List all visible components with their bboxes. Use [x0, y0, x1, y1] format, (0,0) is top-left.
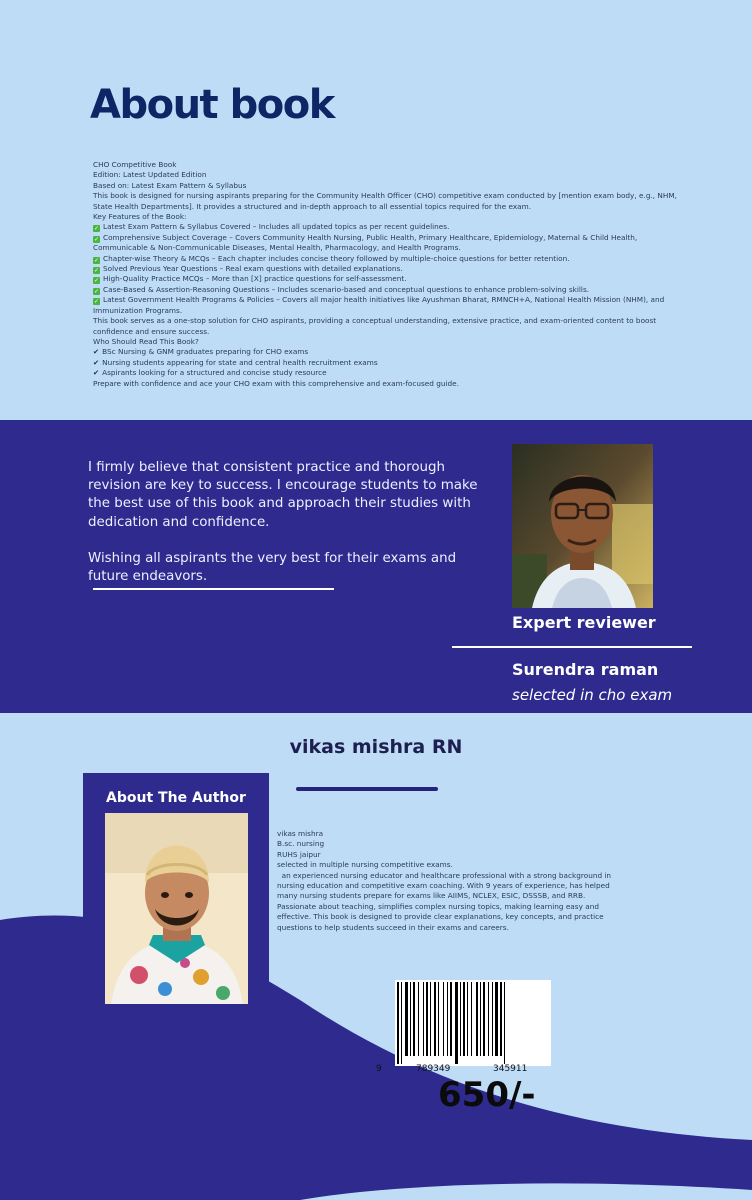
check-mark-icon: ✔ — [93, 347, 100, 357]
check-mark-icon: ✔ — [93, 357, 100, 367]
syllabus-line: Based on: Latest Exam Pattern & Syllabus — [93, 180, 247, 190]
audience-item: ✔ Aspirants looking for a structured and concise study resource — [93, 368, 327, 378]
check-mark-icon: ✔ — [93, 368, 100, 378]
bio-line: RUHS jaipur — [277, 849, 321, 859]
reviewer-quote — [88, 459, 488, 604]
about-book-description — [93, 160, 693, 389]
isbn-left-group: 789349 — [416, 1064, 451, 1074]
bio-line: vikas mishra — [277, 829, 324, 838]
book-summary: This book serves as a one-stop solution for CHO aspirants, providing a conceptual understanding, extensive practice, and exam-oriented content to boost confidence and ensure success. — [93, 316, 657, 336]
feature-item: ✓ Comprehensive Subject Coverage – Covers Community Health Nursing, Public Health, Primary Healthcare, Epidemiology, Maternal & Child Health, Communicable & Non-Communicable Diseases, Mental Health, Pharmacology, and Health Programs. — [93, 232, 638, 253]
feature-item: ✓ Latest Government Health Programs & Policies – Covers all major health initiatives like Ayushman Bharat, RMNCH+A, National Health Mission (NHM), and Immunization Programs. — [93, 295, 665, 315]
author-name: vikas mishra RN — [289, 736, 463, 758]
reviewer-name: Surendra raman — [512, 660, 659, 679]
reviewer-role: Expert reviewer — [512, 613, 656, 632]
feature-item: ✓ Chapter-wise Theory & MCQs – Each chapter includes concise theory followed by multiple-choice questions for better retention. — [93, 253, 570, 264]
author-name-divider — [296, 787, 438, 791]
audience-item: ✔ Nursing students appearing for state and central health recruitment exams — [93, 357, 378, 367]
features-heading: Key Features of the Book: — [93, 212, 187, 222]
check-box-icon: ✓ — [93, 225, 100, 233]
check-box-icon: ✓ — [93, 267, 100, 275]
book-name-line: CHO Competitive Book — [93, 160, 177, 169]
author-photo — [105, 813, 248, 1004]
bio-line: selected in multiple nursing competitive exams. — [277, 860, 453, 870]
feature-item: ✓ Latest Exam Pattern & Syllabus Covered – Includes all updated topics as per recent guidelines. — [93, 222, 450, 233]
reviewer-note: selected in cho exam — [512, 686, 673, 704]
check-box-icon: ✓ — [93, 277, 100, 285]
audience-heading: Who Should Read This Book? — [93, 336, 199, 346]
isbn-first-digit: 9 — [376, 1064, 382, 1074]
author-bio — [277, 829, 627, 933]
feature-item: ✓ Solved Previous Year Questions – Real exam questions with detailed explanations. — [93, 264, 403, 275]
edition-line: Edition: Latest Updated Edition — [93, 170, 207, 180]
book-price: 650/- — [438, 1075, 536, 1115]
feature-item: ✓ Case-Based & Assertion-Reasoning Questions – Includes scenario-based and conceptual questions to enhance problem-solving skills. — [93, 284, 590, 295]
quote-divider — [93, 588, 334, 590]
check-box-icon: ✓ — [93, 235, 100, 243]
closing-line: Prepare with confidence and ace your CHO exam with this comprehensive and exam-focused guide. — [93, 378, 459, 388]
audience-item: ✔ BSc Nursing & GNM graduates preparing for CHO exams — [93, 347, 309, 357]
isbn-right-group: 345911 — [493, 1064, 528, 1074]
isbn-barcode — [395, 980, 551, 1066]
feature-item: ✓ High-Quality Practice MCQs – More than [X] practice questions for self-assessment. — [93, 274, 407, 285]
check-box-icon: ✓ — [93, 256, 100, 264]
quote-paragraph: I firmly believe that consistent practice and thorough revision are key to success. I encourage students to make the best use of this book and approach their studies with dedication and confidence. — [88, 460, 478, 530]
reviewer-photo — [512, 444, 653, 608]
book-intro: This book is designed for nursing aspirants preparing for the Community Health Officer (CHO) competitive exam conducted by [mention exam body, e.g., NHM, State Health Departments]. It provides a structured and in-depth approach to all essential topics required for the exam. — [93, 191, 677, 211]
about-book-title: About book — [90, 82, 334, 128]
check-box-icon: ✓ — [93, 287, 100, 295]
reviewer-divider — [452, 646, 692, 648]
bio-line: B.sc. nursing — [277, 839, 325, 849]
bio-line: Passionate about teaching, simplifies complex nursing topics, making learning easy and effective. This book is designed to provide clear explanations, key concepts, and practice questions to help students succeed in their exams and careers. — [277, 901, 604, 932]
check-box-icon: ✓ — [93, 298, 100, 306]
author-card-title: About The Author — [106, 790, 246, 806]
quote-paragraph: Wishing all aspirants the very best for their exams and future endeavors. — [88, 550, 457, 585]
bio-line: an experienced nursing educator and healthcare professional with a strong background in nursing education and competitive exam coaching. With 9 years of experience, has helped many nursing students prepare for exams like AIIMS, NCLEX, ESIC, DSSSB, and RRB. — [277, 870, 614, 901]
